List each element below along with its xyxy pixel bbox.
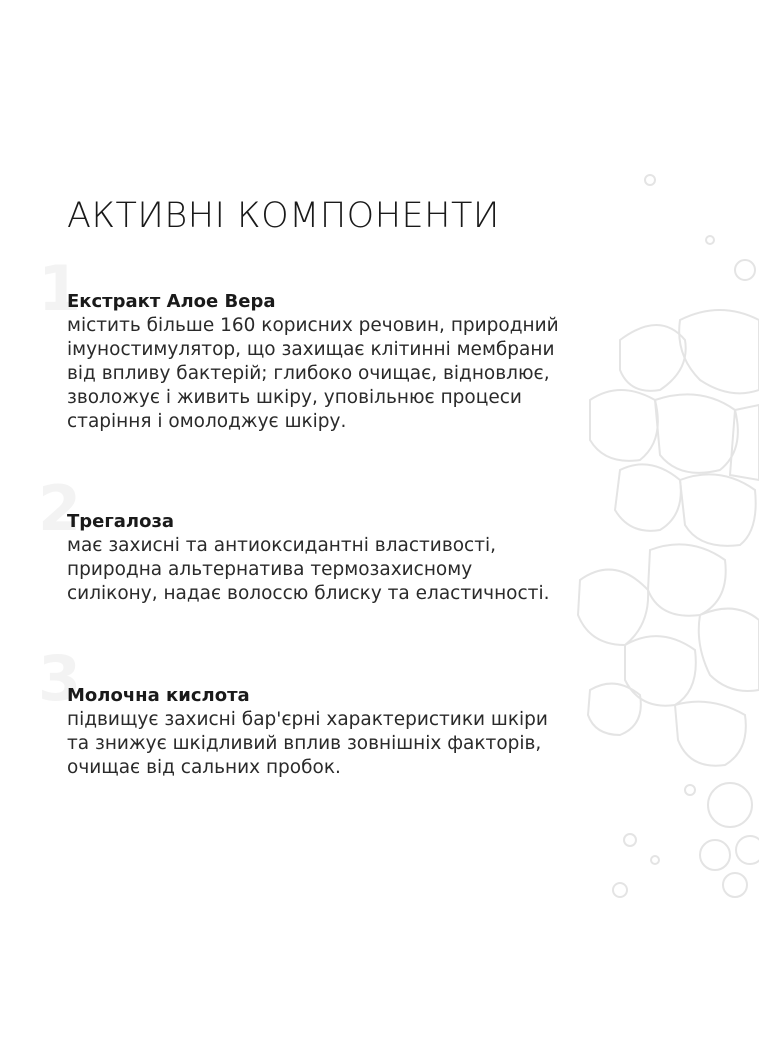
background-number-1: 1: [38, 252, 82, 325]
background-number-3: 3: [38, 642, 82, 715]
section-text-line: та знижує шкідливий вплив зовнішніх факторів,: [67, 733, 542, 754]
section-text-line: силікону, надає волоссю блиску та еластичності.: [67, 583, 550, 604]
section-heading: Молочна кислота: [67, 685, 250, 706]
section-aloe-vera: [67, 290, 627, 434]
section-lactic-acid: [67, 684, 627, 780]
section-heading: Трегалоза: [67, 511, 175, 532]
section-text-line: підвищує захисні бар'єрні характеристики шкіри: [67, 709, 548, 730]
section-text-line: очищає від сальних пробок.: [67, 757, 341, 778]
section-heading: Екстракт Алое Вера: [67, 291, 276, 312]
section-text-line: імуностимулятор, що захищає клітинні мембрани: [67, 339, 555, 360]
section-trehalose: [67, 510, 627, 606]
page-title: АКТИВНІ КОМПОНЕНТИ: [67, 196, 500, 236]
section-text-line: містить більше 160 корисних речовин, природний: [67, 315, 559, 336]
section-text-line: зволожує і живить шкіру, уповільнює процеси: [67, 387, 522, 408]
section-text-line: має захисні та антиоксидантні властивості,: [67, 535, 497, 556]
section-text-line: старіння і омолоджує шкіру.: [67, 411, 347, 432]
background-number-2: 2: [38, 472, 82, 545]
section-text-line: від впливу бактерій; глибоко очищає, відновлює,: [67, 363, 550, 384]
section-text-line: природна альтернатива термозахисному: [67, 559, 473, 580]
